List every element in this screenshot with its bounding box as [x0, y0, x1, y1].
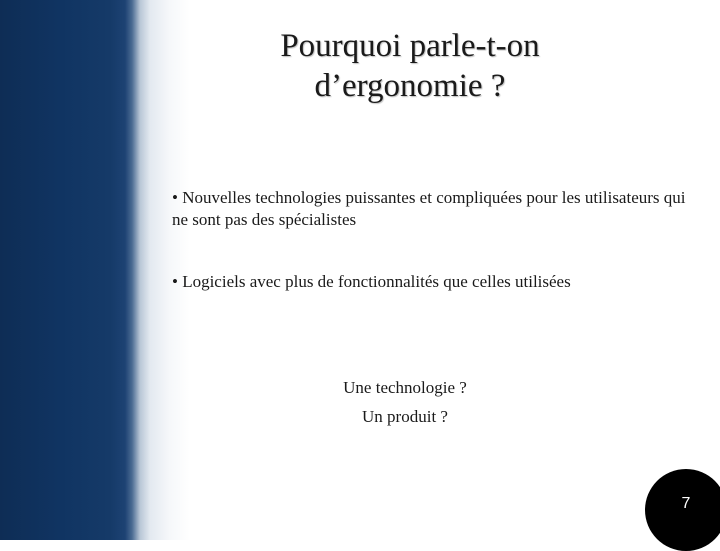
slide-title-line-2: d’ergonomie ?: [314, 68, 506, 104]
bullet-list: [172, 187, 692, 333]
bullet-item-software-features: • Logiciels avec plus de fonctionnalités que celles utilisées: [172, 272, 571, 291]
bullet-item-new-technologies: • Nouvelles technologies puissantes et compliquées pour les utilisateurs qui ne sont pas des spécialistes: [172, 188, 686, 229]
question-technology: Une technologie ?: [343, 378, 467, 397]
decorative-side-band: [0, 0, 190, 540]
slide-title-line-1: Pourquoi parle-t-on: [280, 28, 540, 64]
question-product: Un produit ?: [362, 407, 448, 426]
question-block: [300, 373, 510, 431]
slide-title: [200, 26, 620, 106]
page-number: 7: [681, 495, 691, 512]
